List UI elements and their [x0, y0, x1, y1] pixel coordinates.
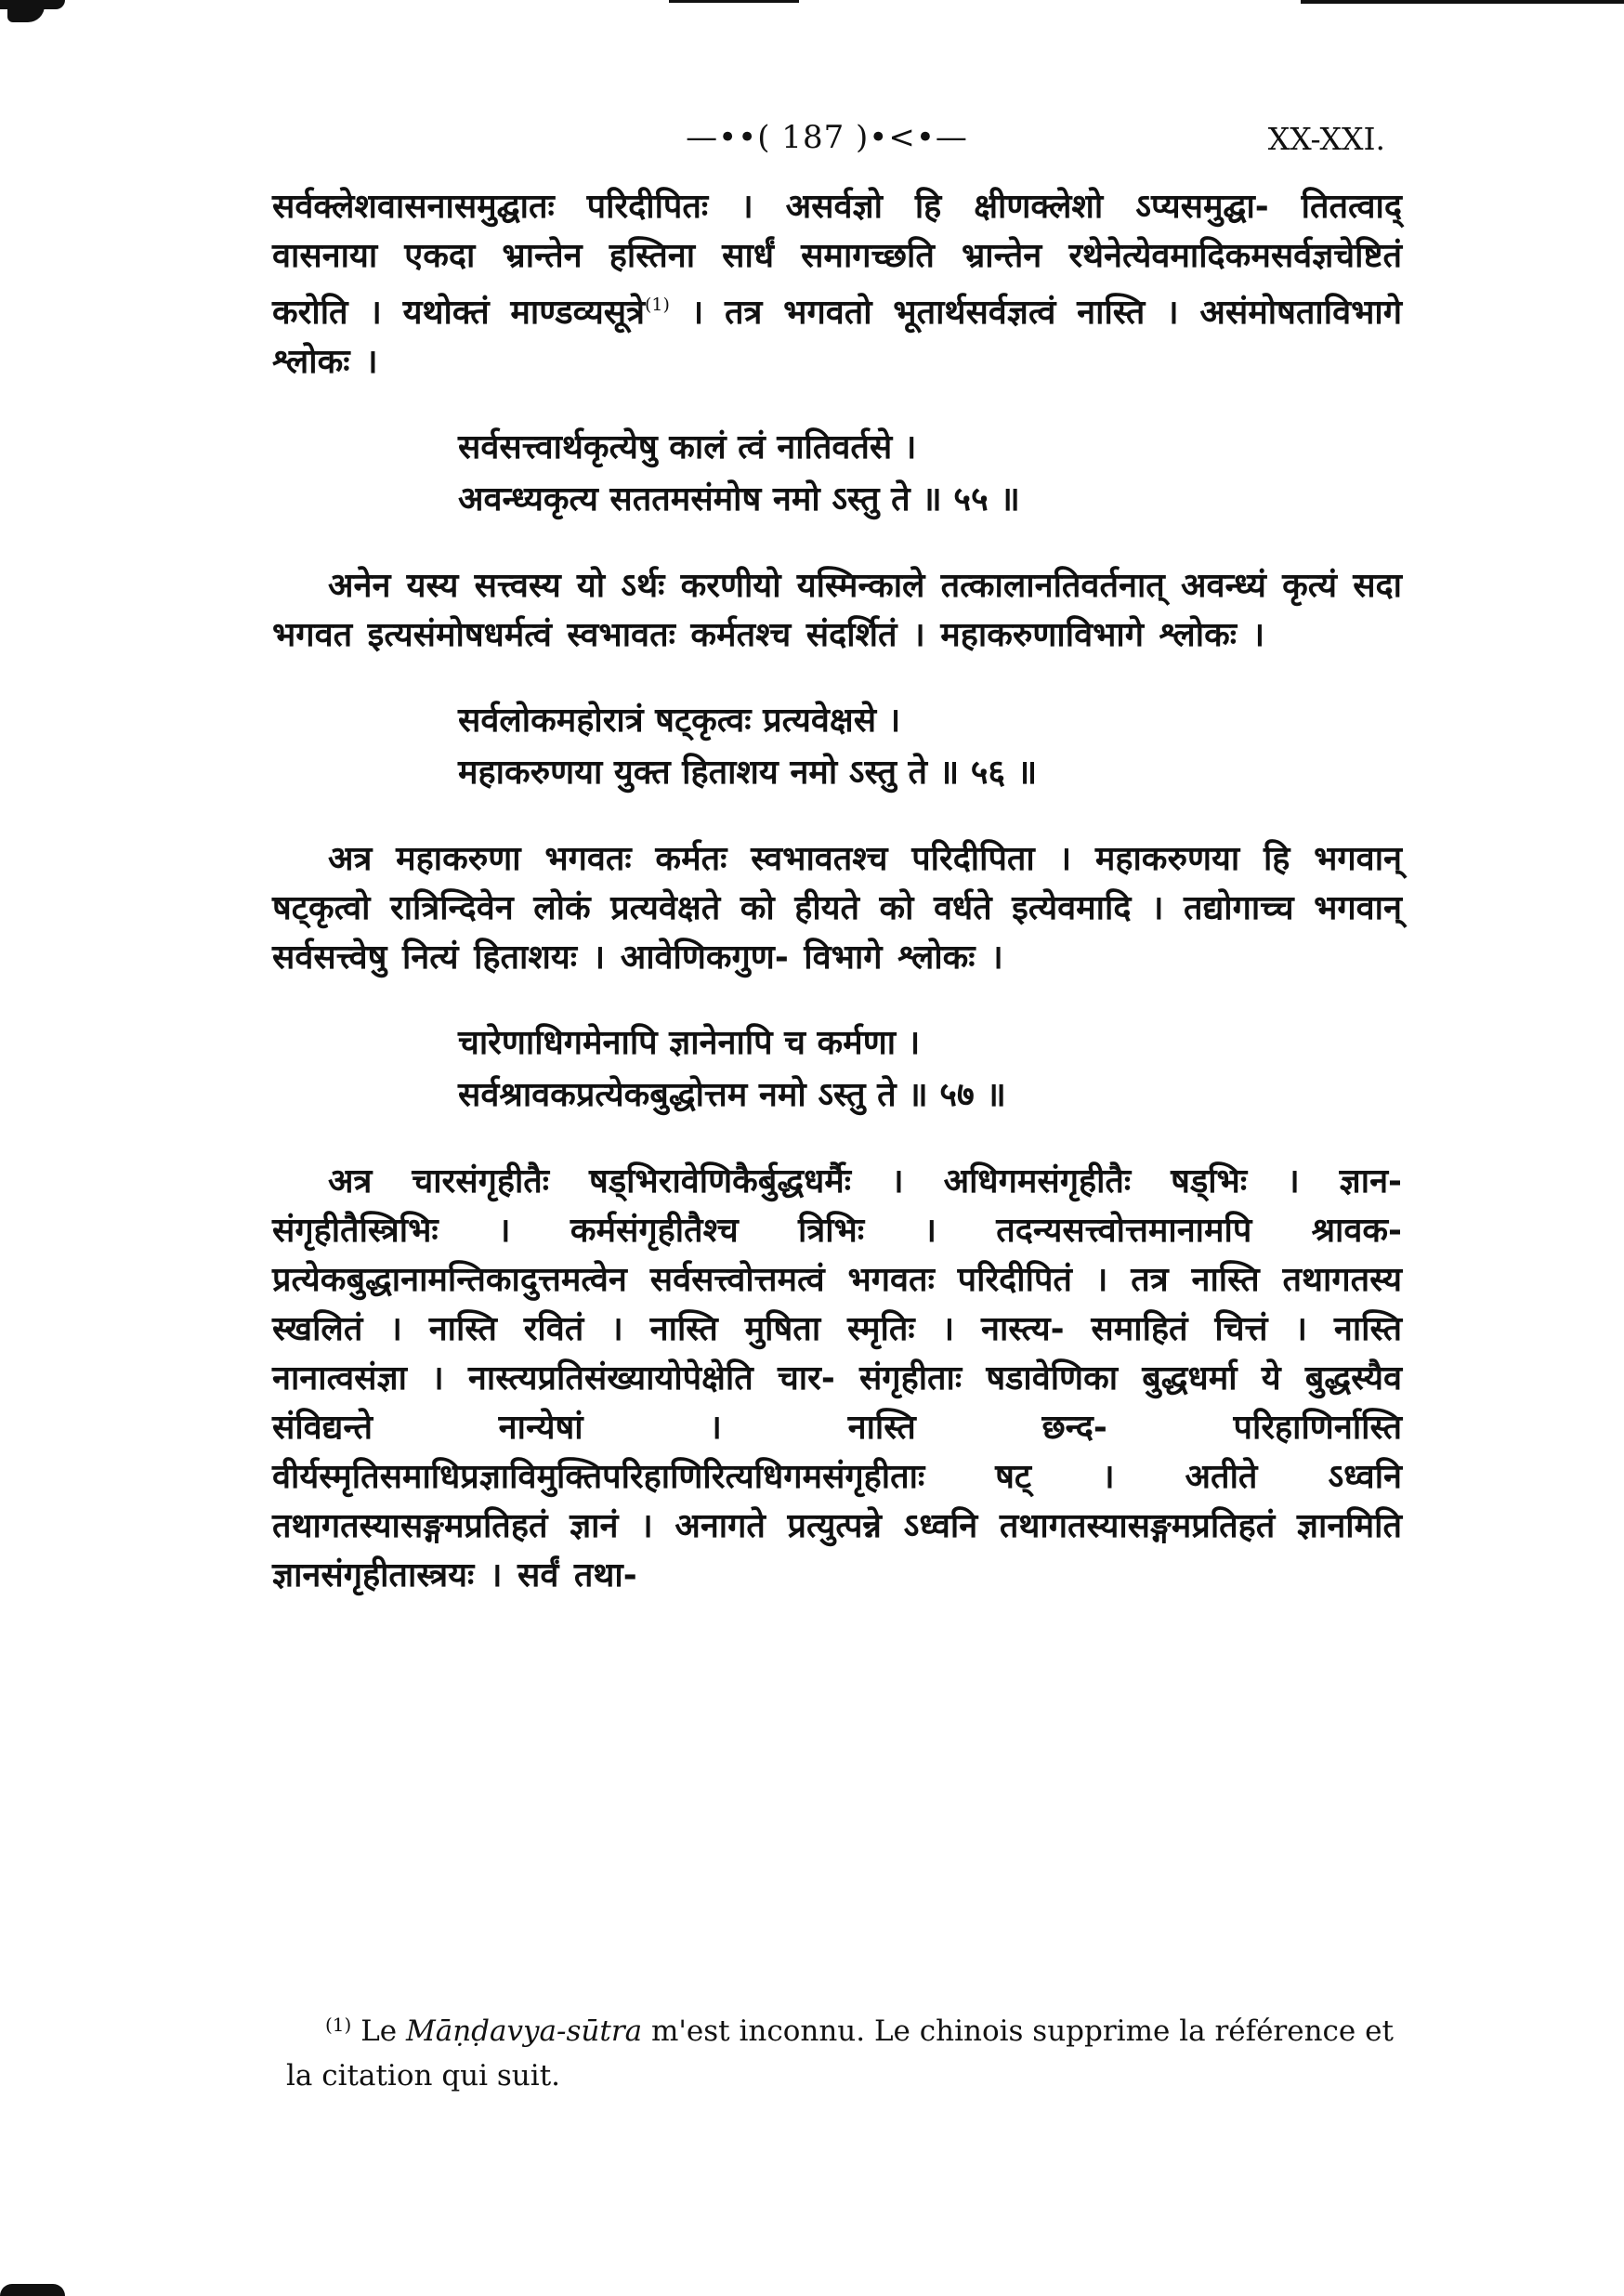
footnote-reference: (1)	[645, 295, 670, 315]
scan-artifact-top-right-rule	[1301, 0, 1624, 4]
verse-56	[458, 695, 1402, 799]
footnote-prefix: Le	[351, 2014, 406, 2048]
verse-56-line-1: सर्वलोकमहोरात्रं षट्कृत्वः प्रत्यवेक्षसे ।	[458, 702, 901, 740]
paragraph-2: अनेन यस्य सत्त्वस्य यो ऽर्थः करणीयो यस्मिन्काले तत्कालानतिवर्तनात् अवन्ध्यं कृत्यं सदा भगवत इत्यसंमोषधर्मत्वं स्वभावतः कर्मतश्च संदर्शितं । महाकरुणाविभागे श्लोकः ।	[272, 567, 1402, 654]
paragraph-1	[272, 182, 1402, 387]
main-text	[272, 182, 1402, 1600]
footnote-title: Māṇḍavya-sūtra	[405, 2014, 643, 2048]
running-head: XX-XXI.	[1267, 121, 1385, 157]
verse-55	[458, 422, 1402, 526]
verse-57-line-1: चारेणाधिगमेनापि ज्ञानेनापि च कर्मणा ।	[458, 1024, 921, 1062]
page-header	[0, 119, 1624, 165]
scan-artifact-top-left-blot	[7, 6, 45, 22]
paragraph-1-text: सर्वक्लेशवासनासमुद्घातः परिदीपितः । असर्वज्ञो हि क्षीणक्लेशो ऽप्यसमुद्घा- तितत्वाद् वासनाया एकदा भ्रान्तेन हस्तिना सार्धं समागच्छति भ्रान्तेन रथेनेत्येवमादिकमसर्वज्ञचेष्टितं करोति । यथोक्तं माण्डव्यसूत्रे	[272, 188, 1402, 332]
scan-artifact-top-rule	[669, 0, 799, 3]
footnote-marker: (1)	[325, 2014, 352, 2036]
paragraph-4: अत्र चारसंगृहीतैः षड्भिरावेणिकैर्बुद्धधर्मैः । अधिगमसंगृहीतैः षड्भिः । ज्ञान- संगृहीतैस्त्रिभिः । कर्मसंगृहीतैश्च त्रिभिः । तदन्यसत्त्वोत्तमानामपि श्रावक- प्रत्येकबुद्धानामन्तिकादुत्तमत्वेन सर्वसत्त्वोत्तमत्वं भगवतः परिदीपितं । तत्र नास्ति तथागतस्य स्खलितं । नास्ति रवितं । नास्ति मुषिता स्मृतिः । नास्त्य- समाहितं चित्तं । नास्ति नानात्वसंज्ञा । नास्त्यप्रतिसंख्यायोपेक्षेति चार- संगृहीताः षडावेणिका बुद्धधर्मा ये बुद्धस्यैव संविद्यन्ते नान्येषां । नास्ति छन्द- परिहाणिर्नास्ति वीर्यस्मृतिसमाधिप्रज्ञाविमुक्तिपरिहाणिरित्यधिगमसंगृहीताः षट् । अतीते ऽध्वनि तथागतस्यासङ्गमप्रतिहतं ज्ञानं । अनागते प्रत्युत्पन्ने ऽध्वनि तथागतस्यासङ्गमप्रतिहतं ज्ञानमिति ज्ञानसंगृहीतास्त्रयः । सर्वं तथा-	[272, 1162, 1402, 1594]
verse-55-line-1: सर्वसत्त्वार्थकृत्येषु कालं त्वं नातिवर्तसे ।	[458, 428, 917, 466]
verse-57-line-2: सर्वश्रावकप्रत्येकबुद्धोत्तम नमो ऽस्तु ते ॥ ५७ ॥	[458, 1076, 1006, 1114]
page-number: —••( 187 )•<•—	[686, 119, 968, 156]
verse-57	[458, 1017, 1402, 1122]
scan-artifact-bottom-left	[0, 2284, 65, 2296]
verse-55-line-2: अवन्ध्यकृत्य सततमसंमोष नमो ऽस्तु ते ॥ ५५ ॥	[458, 480, 1020, 518]
paragraph-1-tail: । तत्र भगवतो भूतार्थसर्वज्ञत्वं नास्ति । असंमोषताविभागे श्लोकः ।	[272, 294, 1402, 381]
paragraph-3: अत्र महाकरुणा भगवतः कर्मतः स्वभावतश्च परिदीपिता । महाकरुणया हि भगवान् षट्कृत्वो रात्रिन्दिवेन लोकं प्रत्यवेक्षते को हीयते को वर्धते इत्येवमादि । तद्योगाच्च भगवान् सर्वसत्त्वेषु नित्यं हिताशयः । आवेणिकगुण- विभागे श्लोकः ।	[272, 840, 1402, 977]
footnote-text: m'est inconnu. Le chinois supprime la référence et la citation qui suit.	[286, 2014, 1394, 2093]
footnote	[286, 2002, 1401, 2098]
verse-56-line-2: महाकरुणया युक्त हिताशय नमो ऽस्तु ते ॥ ५६ ॥	[458, 754, 1038, 792]
